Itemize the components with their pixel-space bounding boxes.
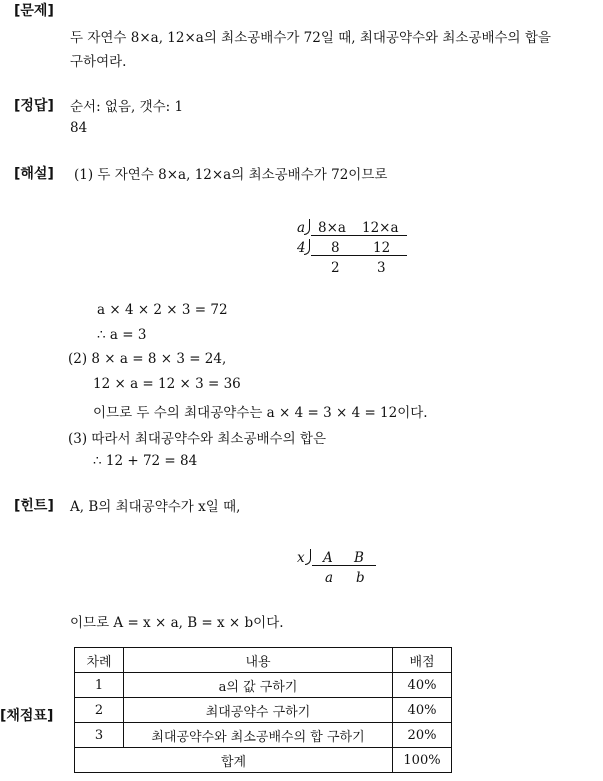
header-order: 차례 xyxy=(75,648,124,673)
total-value: 100% xyxy=(393,748,452,773)
solution-step-3b: ∴ 12 + 72 = 84 xyxy=(93,453,198,469)
answer-value: 84 xyxy=(70,120,88,136)
label-solution: [해설] xyxy=(14,166,54,182)
ladder1-r2c2: 12 xyxy=(373,240,391,256)
solution-step-1: (1) 두 자연수 8×a, 12×a의 최소공배수가 72이므로 xyxy=(74,167,388,183)
label-answer: [정답] xyxy=(14,98,54,114)
solution-step-2c: 이므로 두 수의 최대공약수는 a × 4 = 3 × 4 = 12이다. xyxy=(93,405,428,421)
ladder2-r1c2: B xyxy=(354,550,364,566)
total-label: 합계 xyxy=(75,748,393,773)
row1-content: a의 값 구하기 xyxy=(124,673,393,698)
ladder2-r1c1: A xyxy=(323,550,333,566)
solution-eq-1: a × 4 × 2 × 3 = 72 xyxy=(97,302,228,318)
header-points: 배점 xyxy=(393,648,452,673)
row1-order: 1 xyxy=(75,673,124,698)
answer-meta: 순서: 없음, 갯수: 1 xyxy=(70,99,184,115)
table-total-row xyxy=(75,748,452,773)
ladder2-divisor: x xyxy=(297,550,305,566)
ladder1-r1c1: 8×a xyxy=(318,220,346,236)
ladder2-r2c1: a xyxy=(325,570,334,586)
hint-line-2: 이므로 A = x × a, B = x × b이다. xyxy=(70,615,284,631)
ladder1-r3c1: 2 xyxy=(331,260,340,276)
ladder1-bracket-1 xyxy=(304,219,310,235)
ladder1-r2c1: 8 xyxy=(331,240,340,256)
problem-line-1: 두 자연수 8×a, 12×a의 최소공배수가 72일 때, 최대공약수와 최소공배수의 합을 xyxy=(70,30,551,46)
table-row xyxy=(75,698,452,723)
ladder2-line xyxy=(312,565,376,566)
solution-eq-2: ∴ a = 3 xyxy=(97,327,147,343)
row2-order: 2 xyxy=(75,698,124,723)
label-hint: [힌트] xyxy=(14,498,54,514)
ladder1-divisor-2: 4 xyxy=(297,240,306,256)
table-row xyxy=(75,723,452,748)
ladder1-r1c2: 12×a xyxy=(362,220,399,236)
solution-step-2b: 12 × a = 12 × 3 = 36 xyxy=(93,376,241,392)
label-problem: [문제] xyxy=(14,3,54,19)
row2-content: 최대공약수 구하기 xyxy=(124,698,393,723)
row1-points: 40% xyxy=(393,673,452,698)
table-header-row xyxy=(75,648,452,673)
ladder1-line-2 xyxy=(311,255,407,256)
row3-order: 3 xyxy=(75,723,124,748)
scoring-table xyxy=(74,647,452,773)
row3-points: 20% xyxy=(393,723,452,748)
ladder2-r2c2: b xyxy=(356,570,365,586)
ladder1-bracket-2 xyxy=(304,239,310,255)
row2-points: 40% xyxy=(393,698,452,723)
problem-line-2: 구하여라. xyxy=(70,54,127,70)
solution-step-2a: (2) 8 × a = 8 × 3 = 24, xyxy=(68,351,227,367)
label-scoring: [채점표] xyxy=(0,708,54,724)
solution-step-3: (3) 따라서 최대공약수와 최소공배수의 합은 xyxy=(68,431,326,447)
ladder1-divisor-1: a xyxy=(297,220,306,236)
ladder2-bracket xyxy=(305,549,311,565)
row3-content: 최대공약수와 최소공배수의 합 구하기 xyxy=(124,723,393,748)
ladder1-r3c2: 3 xyxy=(377,260,386,276)
table-row xyxy=(75,673,452,698)
header-content: 내용 xyxy=(124,648,393,673)
hint-line-1: A, B의 최대공약수가 x일 때, xyxy=(70,499,241,515)
